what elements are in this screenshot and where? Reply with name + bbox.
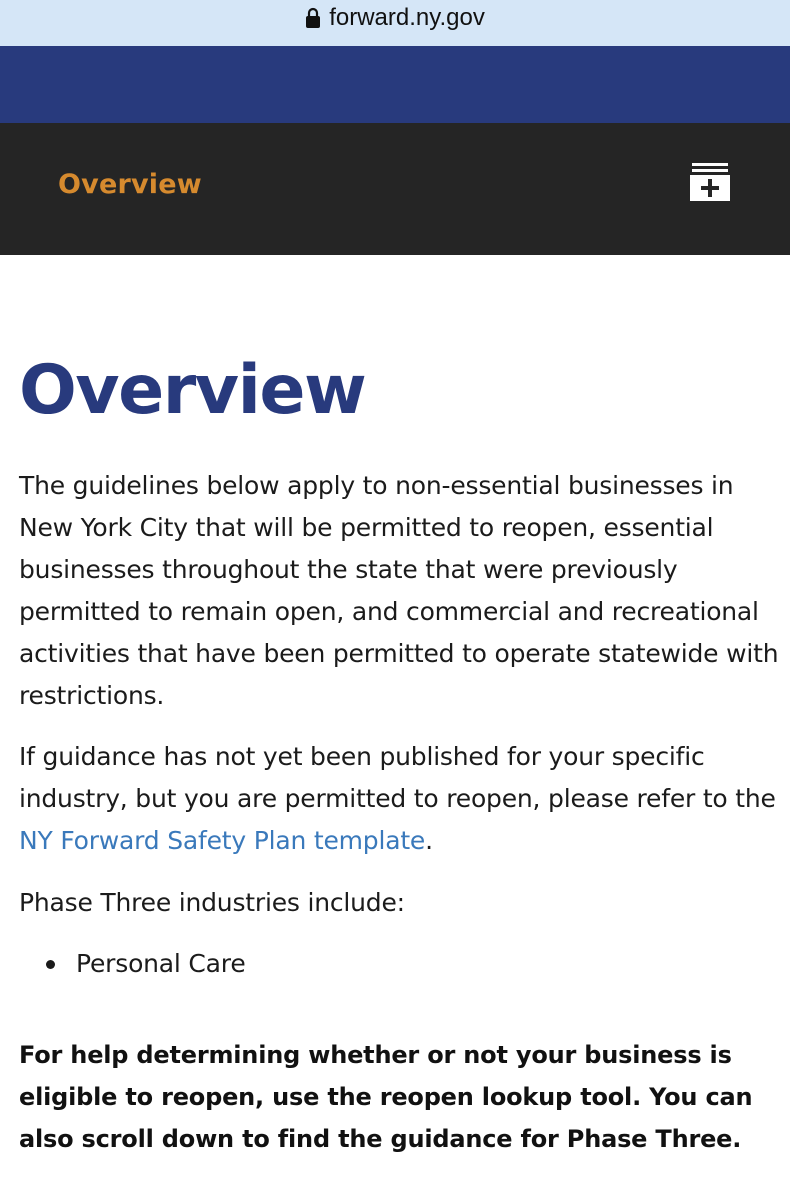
lock-icon: [305, 7, 321, 29]
page-title: Overview: [19, 351, 366, 430]
bullet-dot: [46, 960, 55, 969]
guidance-paragraph: [19, 736, 779, 862]
url-display[interactable]: [305, 4, 485, 32]
industry-label: Personal Care: [76, 949, 246, 978]
guidance-text: If guidance has not yet been published for your specific industry, but you are permitted to reopen, please refer to the: [19, 742, 776, 813]
add-to-list-icon: [688, 161, 732, 205]
help-text: For help determining whether or not your business is eligible to reopen, use the reopen lookup tool. You can also scroll down to find the guidance for Phase Three.: [19, 1041, 753, 1153]
site-brand-bar: [0, 46, 790, 123]
url-text: forward.ny.gov: [329, 4, 485, 31]
industries-list: [19, 943, 246, 985]
browser-url-bar[interactable]: [0, 0, 790, 46]
intro-paragraph: The guidelines below apply to non-essential businesses in New York City that will be permitted to reopen, essential businesses throughout the state that were previously permitted to remain open, and commercial and recreational activities that have been permitted to operate statewide with restrictions.: [19, 471, 779, 710]
list-item: [19, 943, 246, 985]
safety-plan-template-link[interactable]: NY Forward Safety Plan template: [19, 826, 426, 855]
section-nav-title[interactable]: Overview: [58, 169, 202, 200]
industries-intro: Phase Three industries include:: [19, 888, 405, 917]
section-menu-button[interactable]: [688, 161, 732, 205]
guidance-suffix: .: [425, 826, 433, 855]
section-nav-bar: [0, 123, 790, 255]
